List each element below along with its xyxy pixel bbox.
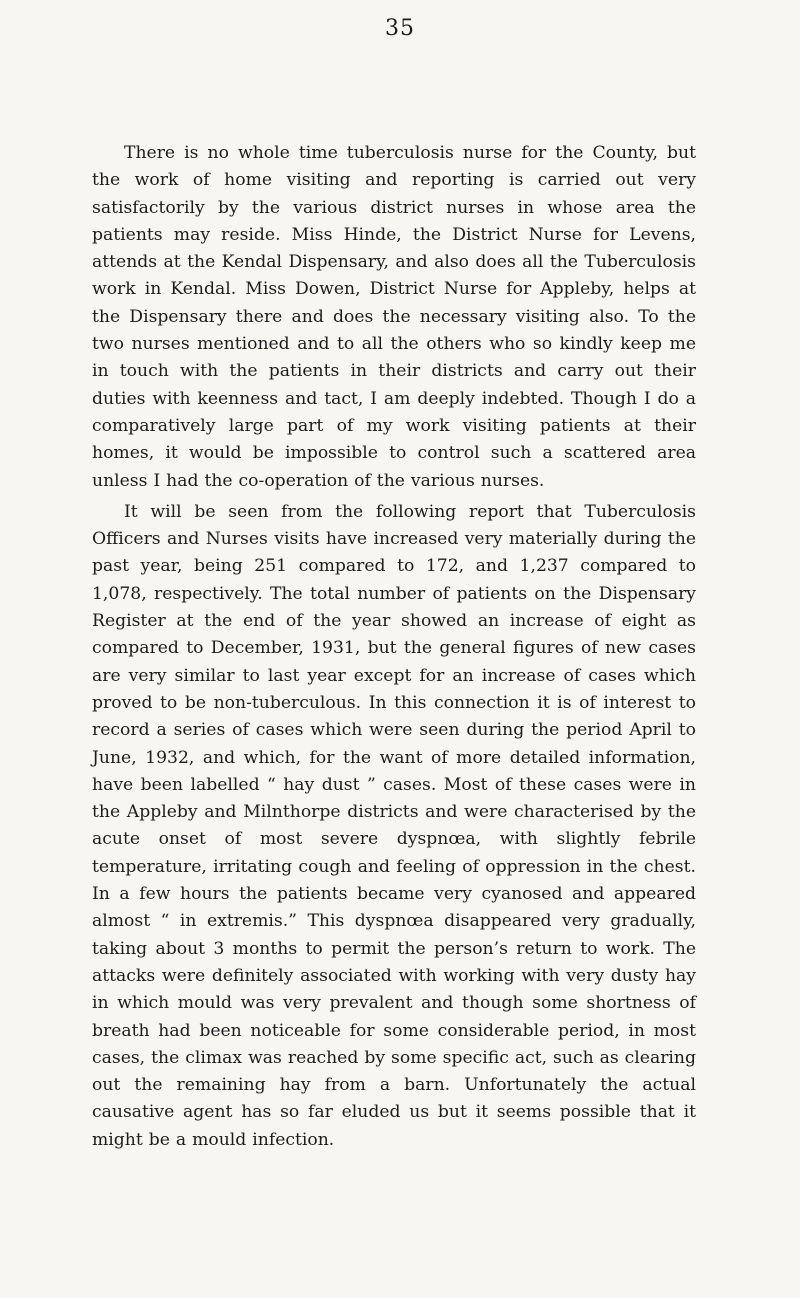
page-number: 35 <box>385 16 415 41</box>
paragraph-nursing-staff: There is no whole time tuberculosis nurse for the County, but the work of home visiting and reporting is carried out very satisfactorily by the various district nurses in whose area the patients may reside. Miss Hinde, the District Nurse for Levens, attends at the Kendal Dispensary, and also does all the Tuberculosis work in Kendal. Miss Dowen, District Nurse for Appleby, helps at the Dispensary there and does the necessary visiting also. To the two nurses mentioned and to all the others who so kindly keep me in touch with the patients in their districts and carry out their duties with keenness and tact, I am deeply indebted. Though I do a comparatively large part of my work visiting patients at their homes, it would be impossible to control such a scattered area unless I had the co-operation of the various nurses. <box>92 143 696 491</box>
paragraph-hay-dust-cases: It will be seen from the following report that Tuberculosis Officers and Nurses visits have increased very materially during the past year, being 251 compared to 172, and 1,237 compared to 1,078, respectively. The total number of patients on the Dispensary Register at the end of the year showed an increase of eight as compared to December, 1931, but the general figures of new cases are very similar to last year except for an increase of cases which proved to be non-tuberculous. In this connection it is of interest to record a series of cases which were seen during the period April to June, 1932, and which, for the want of more detailed information, have been labelled “ hay dust ” cases. Most of these cases were in the Appleby and Milnthorpe districts and were characterised by the acute onset of most severe dyspnœa, with slightly febrile temperature, irritating cough and feeling of oppression in the chest. In a few hours the patients became very cyanosed and appeared almost “ in extremis.” This dyspnœa disappeared very gradually, taking about 3 months to permit the person’s return to work. The attacks were definitely associated with working with very dusty hay in which mould was very prevalent and though some shortness of breath had been noticeable for some considerable period, in most cases, the climax was reached by some specific act, such as clearing out the remaining hay from a barn. Unfortunately the actual causative agent has so far eluded us but it seems possible that it might be a mould infection. <box>92 501 696 1150</box>
page-body <box>92 140 696 1154</box>
